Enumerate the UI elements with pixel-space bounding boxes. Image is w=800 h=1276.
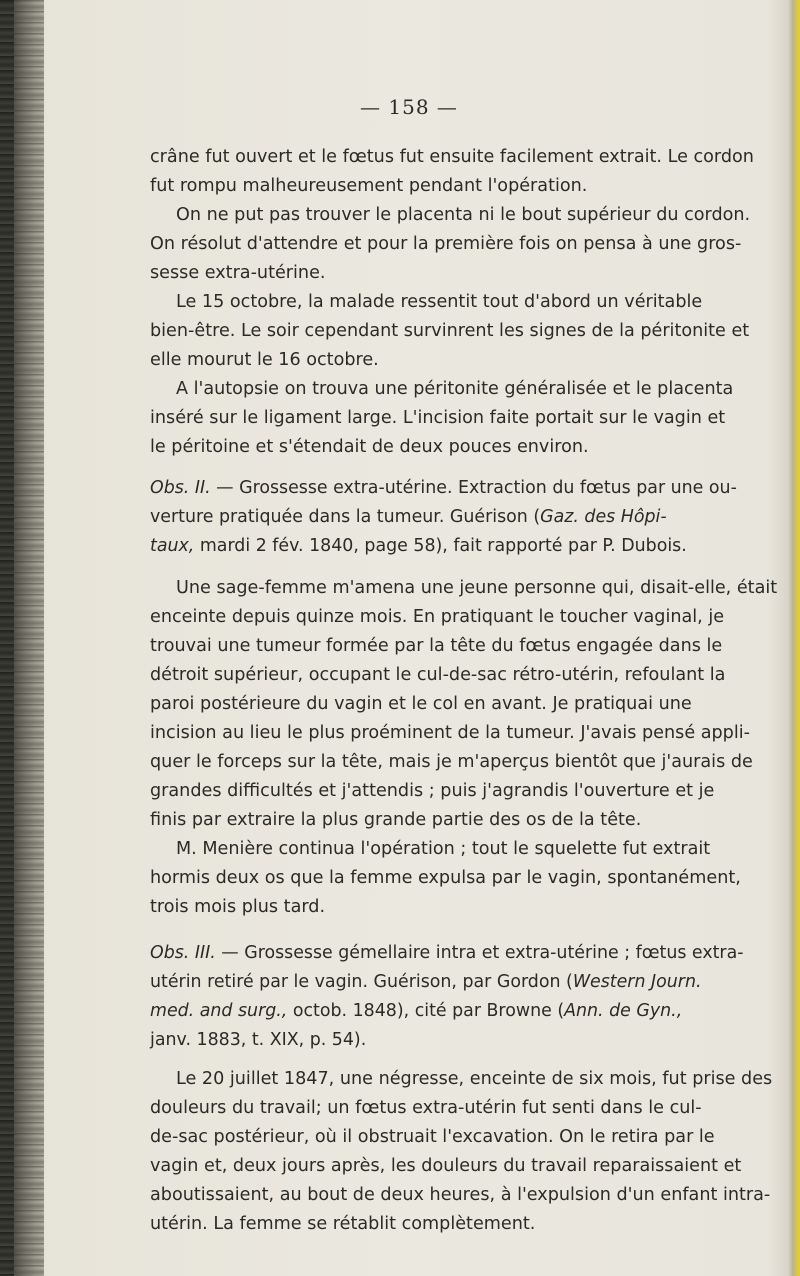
- citation: Western Journ.: [572, 972, 702, 992]
- text-line: douleurs du travail; un fœtus extra-utérin fut senti dans le cul-: [150, 1098, 702, 1118]
- text-line: bien-être. Le soir cependant survinrent les signes de la péritonite et: [150, 321, 750, 341]
- observation-heading: [150, 939, 775, 1055]
- text-line: le péritoine et s'étendait de deux pouces environ.: [150, 437, 589, 457]
- text-line: [150, 503, 775, 532]
- text-line: de-sac postérieur, où il obstruait l'excavation. On le retira par le: [150, 1127, 715, 1147]
- text-line: On résolut d'attendre et pour la première fois on pensa à une gros-: [150, 234, 742, 254]
- text-line: détroit supérieur, occupant le cul-de-sac rétro-utérin, refoulant la: [150, 665, 726, 685]
- text-line: finis par extraire la plus grande partie des os de la tête.: [150, 810, 642, 830]
- citation: Ann. de Gyn.,: [564, 1001, 683, 1021]
- text-line: paroi postérieure du vagin et le col en avant. Je pratiquai une: [150, 694, 692, 714]
- text-span: octob. 1848), cité par Browne (: [287, 1001, 565, 1021]
- observation-title: — Grossesse gémellaire intra et extra-utérine ; fœtus extra-: [215, 943, 744, 963]
- observation-title: — Grossesse extra-utérine. Extraction du fœtus par une ou-: [210, 478, 737, 498]
- text-line: On ne put pas trouver le placenta ni le bout supérieur du cordon.: [176, 205, 751, 225]
- text-line: crâne fut ouvert et le fœtus fut ensuite facilement extrait. Le cordon: [150, 147, 754, 167]
- observation-body: [150, 574, 778, 922]
- text-line: [150, 997, 775, 1026]
- citation: taux,: [150, 536, 195, 556]
- text-line: hormis deux os que la femme expulsa par le vagin, spontanément,: [150, 868, 741, 888]
- text-line: [150, 939, 775, 968]
- paragraph: [150, 201, 775, 288]
- text-line: aboutissaient, au bout de deux heures, à l'expulsion d'un enfant intra-: [150, 1185, 771, 1205]
- text-line: [150, 474, 775, 503]
- text-line: fut rompu malheureusement pendant l'opération.: [150, 176, 588, 196]
- text-line: M. Menière continua l'opération ; tout le squelette fut extrait: [176, 839, 711, 859]
- text-line: [150, 532, 775, 561]
- citation: Gaz. des Hôpi-: [540, 507, 667, 527]
- spine-edge: [0, 0, 14, 1276]
- text-span: utérin retiré par le vagin. Guérison, par Gordon (: [150, 972, 573, 992]
- text-line: trois mois plus tard.: [150, 897, 326, 917]
- text-span: mardi 2 fév. 1840, page 58), fait rapporté par P. Dubois.: [194, 536, 687, 556]
- text-line: vagin et, deux jours après, les douleurs du travail reparaissaient et: [150, 1156, 742, 1176]
- paragraph: [150, 375, 775, 462]
- observation-body: [150, 1065, 775, 1239]
- text-line: Le 20 juillet 1847, une négresse, enceinte de six mois, fut prise des: [176, 1069, 773, 1089]
- text-line: inséré sur le ligament large. L'incision faite portait sur le vagin et: [150, 408, 726, 428]
- text-line: elle mourut le 16 octobre.: [150, 350, 379, 370]
- text-line: grandes difficultés et j'attendis ; puis j'agrandis l'ouverture et je: [150, 781, 715, 801]
- text-line: A l'autopsie on trouva une péritonite généralisée et le placenta: [176, 379, 734, 399]
- text-line: enceinte depuis quinze mois. En pratiquant le toucher vaginal, je: [150, 607, 725, 627]
- book-spine-shadow: [0, 0, 44, 1276]
- citation: med. and surg.,: [150, 1001, 288, 1021]
- text-line: utérin. La femme se rétablit complètement.: [150, 1214, 536, 1234]
- text-line: sesse extra-utérine.: [150, 263, 326, 283]
- text-line: [150, 968, 775, 997]
- text-span: verture pratiquée dans la tumeur. Guérison (: [150, 507, 541, 527]
- text-line: trouvai une tumeur formée par la tête du fœtus engagée dans le: [150, 636, 723, 656]
- paragraph: [150, 143, 775, 201]
- observation-heading: [150, 474, 775, 561]
- text-line: Le 15 octobre, la malade ressentit tout d'abord un véritable: [176, 292, 703, 312]
- page-number: — 158 —: [360, 95, 458, 119]
- text-line: Une sage-femme m'amena une jeune personne qui, disait-elle, était: [176, 578, 778, 598]
- paragraph: [150, 288, 775, 375]
- page-content: [150, 0, 780, 1276]
- text-line: incision au lieu le plus proéminent de la tumeur. J'avais pensé appli-: [150, 723, 750, 743]
- observation-label: Obs. II.: [150, 478, 211, 498]
- text-line: janv. 1883, t. XIX, p. 54).: [150, 1030, 367, 1050]
- observation-label: Obs. III.: [150, 943, 216, 963]
- text-line: quer le forceps sur la tête, mais je m'aperçus bientôt que j'aurais de: [150, 752, 753, 772]
- page-edge: [788, 0, 800, 1276]
